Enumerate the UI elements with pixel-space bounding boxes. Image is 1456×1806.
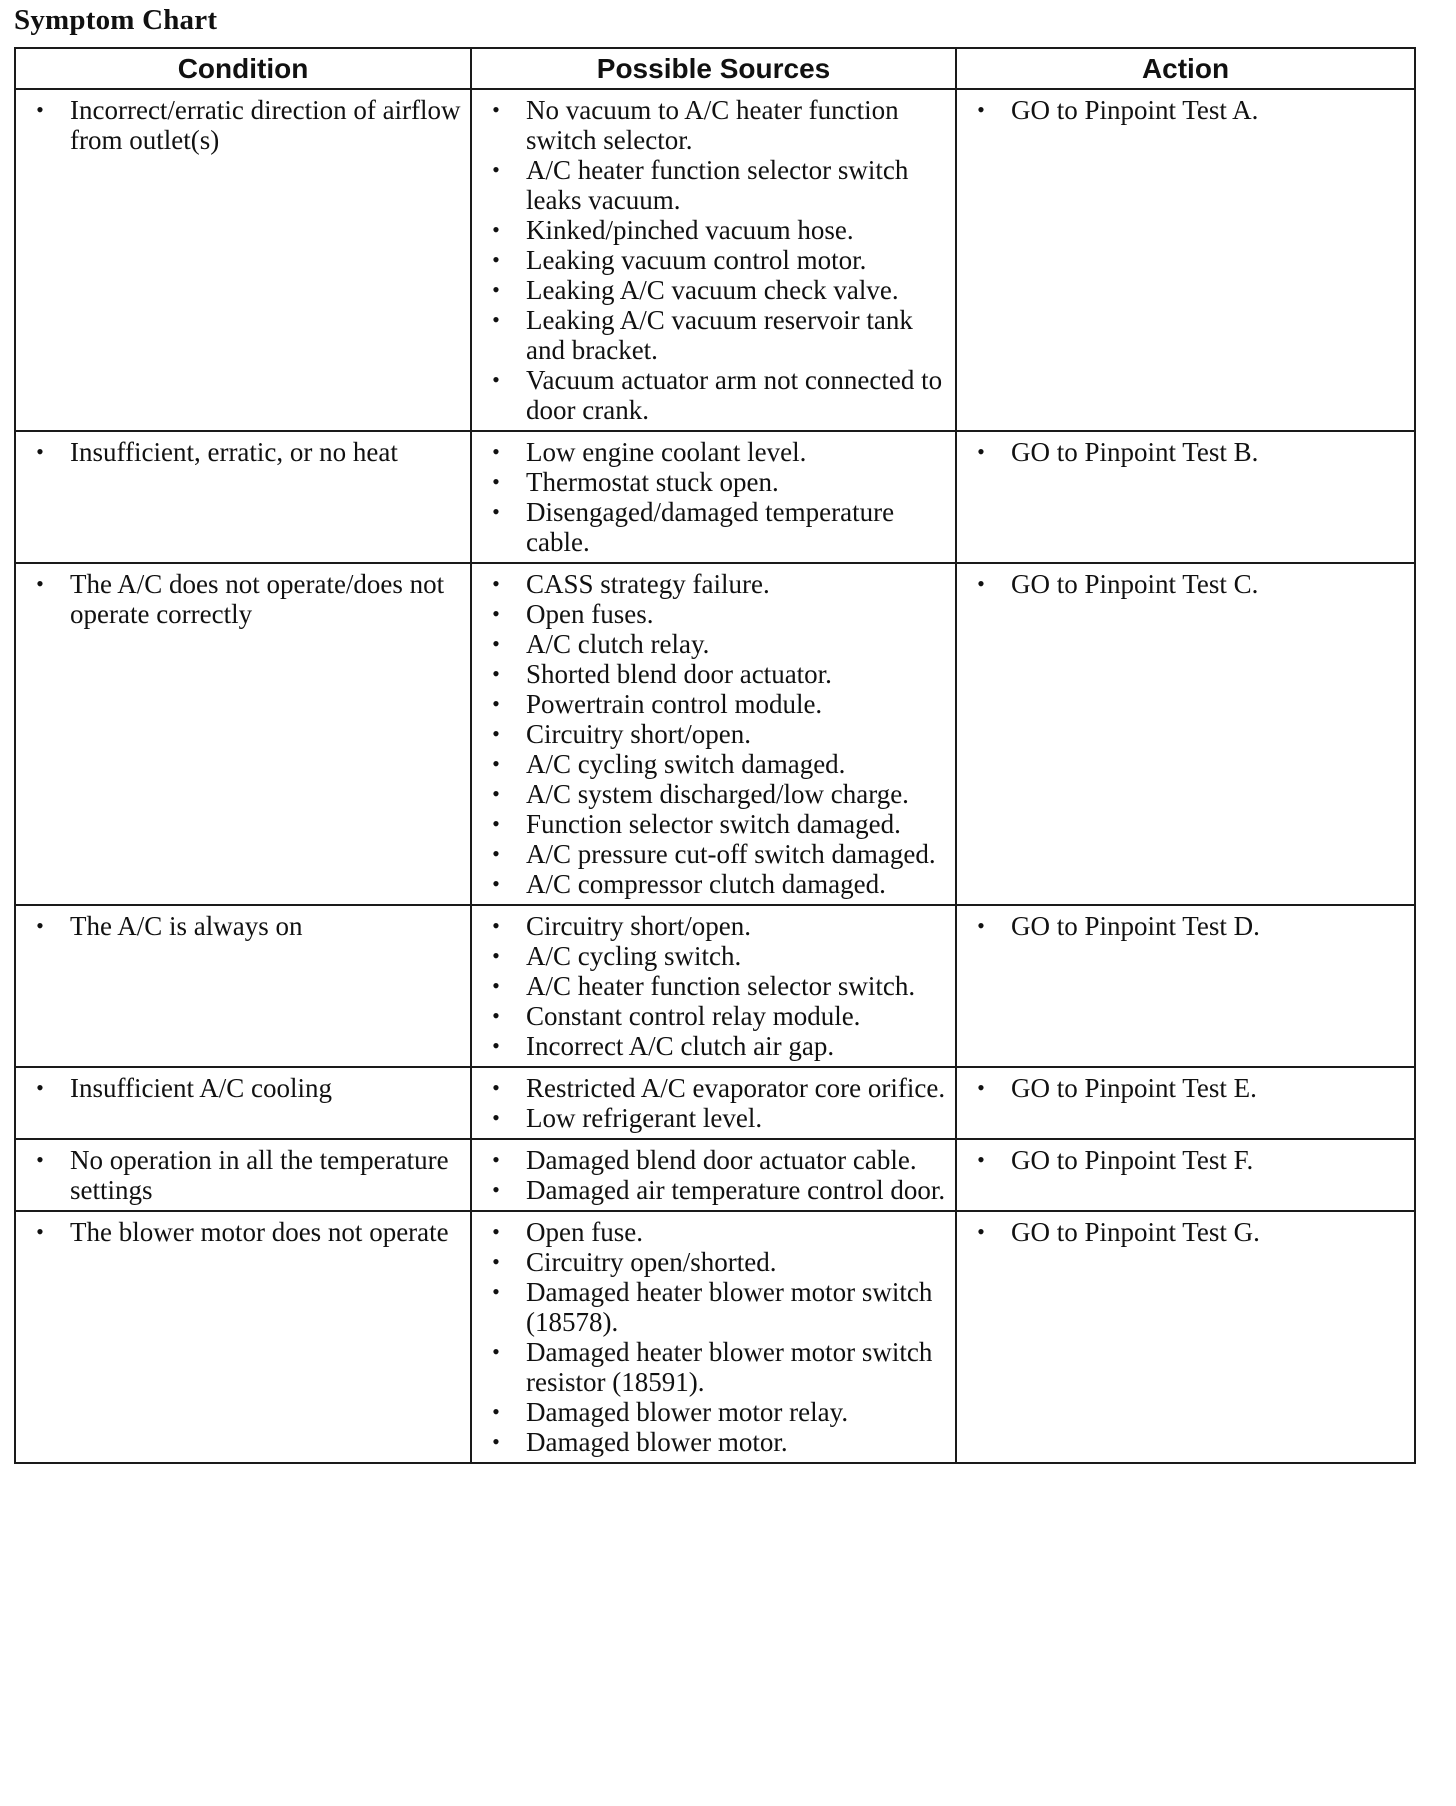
possible-sources-list xyxy=(486,911,947,1061)
source-text: Shorted blend door actuator. xyxy=(526,659,832,689)
bullet-icon: • xyxy=(492,1279,500,1304)
action-list xyxy=(971,95,1406,125)
bullet-icon: • xyxy=(492,157,500,182)
source-text: Circuitry short/open. xyxy=(526,911,751,941)
list-item xyxy=(486,1427,947,1457)
bullet-icon: • xyxy=(492,367,500,392)
condition-item xyxy=(30,911,462,941)
action-list xyxy=(971,437,1406,467)
table-row xyxy=(15,1211,1415,1463)
possible-sources-list xyxy=(486,95,947,425)
source-text: Open fuse. xyxy=(526,1217,643,1247)
action-item xyxy=(971,95,1406,125)
table-row xyxy=(15,563,1415,905)
source-text: Kinked/pinched vacuum hose. xyxy=(526,215,854,245)
action-list xyxy=(971,1145,1406,1175)
source-text: Damaged blend door actuator cable. xyxy=(526,1145,917,1175)
action-item xyxy=(971,1217,1406,1247)
table-row xyxy=(15,89,1415,431)
bullet-icon: • xyxy=(492,1219,500,1244)
bullet-icon: • xyxy=(492,247,500,272)
bullet-icon: • xyxy=(492,1339,500,1364)
action-cell xyxy=(956,89,1415,431)
header-possible-sources: Possible Sources xyxy=(471,48,956,89)
header-row xyxy=(15,48,1415,89)
action-cell xyxy=(956,905,1415,1067)
list-item xyxy=(486,1277,947,1337)
action-text: GO to Pinpoint Test C. xyxy=(1011,569,1259,599)
condition-list xyxy=(30,1217,462,1247)
list-item xyxy=(486,869,947,899)
action-text: GO to Pinpoint Test A. xyxy=(1011,95,1259,125)
bullet-icon: • xyxy=(36,1219,44,1244)
bullet-icon: • xyxy=(492,307,500,332)
condition-item xyxy=(30,95,462,155)
bullet-icon: • xyxy=(492,691,500,716)
action-text: GO to Pinpoint Test G. xyxy=(1011,1217,1260,1247)
action-list xyxy=(971,569,1406,599)
action-item xyxy=(971,569,1406,599)
possible-sources-list xyxy=(486,1145,947,1205)
source-text: Restricted A/C evaporator core orifice. xyxy=(526,1073,946,1103)
list-item xyxy=(486,1175,947,1205)
possible-sources-list xyxy=(486,1073,947,1133)
possible-sources-cell xyxy=(471,1067,956,1139)
bullet-icon: • xyxy=(492,1429,500,1454)
source-text: A/C cycling switch. xyxy=(526,941,742,971)
table-row xyxy=(15,905,1415,1067)
list-item xyxy=(486,1103,947,1133)
source-text: CASS strategy failure. xyxy=(526,569,770,599)
bullet-icon: • xyxy=(492,943,500,968)
list-item xyxy=(486,95,947,155)
list-item xyxy=(486,437,947,467)
source-text: Low refrigerant level. xyxy=(526,1103,763,1133)
condition-item xyxy=(30,569,462,629)
list-item xyxy=(486,245,947,275)
condition-text: Incorrect/erratic direction of airflow from outlet(s) xyxy=(70,95,461,155)
bullet-icon: • xyxy=(36,439,44,464)
action-cell xyxy=(956,563,1415,905)
source-text: Low engine coolant level. xyxy=(526,437,807,467)
bullet-icon: • xyxy=(492,973,500,998)
source-text: A/C clutch relay. xyxy=(526,629,710,659)
action-cell xyxy=(956,431,1415,563)
possible-sources-cell xyxy=(471,1211,956,1463)
condition-text: No operation in all the temperature settings xyxy=(70,1145,449,1205)
possible-sources-cell xyxy=(471,431,956,563)
list-item xyxy=(486,779,947,809)
list-item xyxy=(486,1073,947,1103)
source-text: Damaged heater blower motor switch resistor (18591). xyxy=(526,1337,933,1397)
bullet-icon: • xyxy=(492,751,500,776)
bullet-icon: • xyxy=(492,469,500,494)
action-list xyxy=(971,1073,1406,1103)
bullet-icon: • xyxy=(492,871,500,896)
bullet-icon: • xyxy=(492,913,500,938)
condition-cell xyxy=(15,1211,471,1463)
bullet-icon: • xyxy=(977,1147,985,1172)
source-text: Leaking vacuum control motor. xyxy=(526,245,867,275)
bullet-icon: • xyxy=(36,1147,44,1172)
bullet-icon: • xyxy=(492,1177,500,1202)
list-item xyxy=(486,215,947,245)
bullet-icon: • xyxy=(492,1249,500,1274)
condition-list xyxy=(30,1145,462,1205)
list-item xyxy=(486,1031,947,1061)
action-list xyxy=(971,911,1406,941)
source-text: Vacuum actuator arm not connected to door crank. xyxy=(526,365,943,425)
source-text: Constant control relay module. xyxy=(526,1001,861,1031)
source-text: A/C heater function selector switch. xyxy=(526,971,916,1001)
list-item xyxy=(486,1145,947,1175)
condition-cell xyxy=(15,1067,471,1139)
list-item xyxy=(486,599,947,629)
bullet-icon: • xyxy=(977,439,985,464)
bullet-icon: • xyxy=(36,571,44,596)
bullet-icon: • xyxy=(492,1003,500,1028)
symptom-table xyxy=(14,47,1416,1464)
action-item xyxy=(971,1145,1406,1175)
list-item xyxy=(486,497,947,557)
condition-list xyxy=(30,95,462,155)
action-text: GO to Pinpoint Test B. xyxy=(1011,437,1259,467)
possible-sources-cell xyxy=(471,563,956,905)
condition-cell xyxy=(15,89,471,431)
list-item xyxy=(486,305,947,365)
action-item xyxy=(971,1073,1406,1103)
bullet-icon: • xyxy=(492,1399,500,1424)
list-item xyxy=(486,839,947,869)
action-cell xyxy=(956,1067,1415,1139)
condition-text: Insufficient A/C cooling xyxy=(70,1073,332,1103)
possible-sources-list xyxy=(486,1217,947,1457)
source-text: A/C compressor clutch damaged. xyxy=(526,869,886,899)
list-item xyxy=(486,749,947,779)
action-item xyxy=(971,437,1406,467)
bullet-icon: • xyxy=(977,1075,985,1100)
list-item xyxy=(486,467,947,497)
action-text: GO to Pinpoint Test F. xyxy=(1011,1145,1254,1175)
possible-sources-cell xyxy=(471,1139,956,1211)
list-item xyxy=(486,971,947,1001)
possible-sources-cell xyxy=(471,905,956,1067)
list-item xyxy=(486,275,947,305)
source-text: Function selector switch damaged. xyxy=(526,809,901,839)
condition-item xyxy=(30,1217,462,1247)
table-body xyxy=(15,89,1415,1463)
action-item xyxy=(971,911,1406,941)
action-cell xyxy=(956,1211,1415,1463)
source-text: A/C system discharged/low charge. xyxy=(526,779,909,809)
bullet-icon: • xyxy=(492,1075,500,1100)
table-row xyxy=(15,1139,1415,1211)
list-item xyxy=(486,1001,947,1031)
list-item xyxy=(486,629,947,659)
source-text: Damaged blower motor. xyxy=(526,1427,788,1457)
table-row xyxy=(15,431,1415,563)
source-text: Thermostat stuck open. xyxy=(526,467,779,497)
source-text: Circuitry open/shorted. xyxy=(526,1247,777,1277)
bullet-icon: • xyxy=(977,1219,985,1244)
source-text: A/C heater function selector switch leaks vacuum. xyxy=(526,155,909,215)
list-item xyxy=(486,659,947,689)
condition-item xyxy=(30,437,462,467)
source-text: Incorrect A/C clutch air gap. xyxy=(526,1031,835,1061)
condition-cell xyxy=(15,905,471,1067)
bullet-icon: • xyxy=(492,811,500,836)
list-item xyxy=(486,941,947,971)
bullet-icon: • xyxy=(492,841,500,866)
source-text: Leaking A/C vacuum check valve. xyxy=(526,275,899,305)
source-text: Leaking A/C vacuum reservoir tank and bracket. xyxy=(526,305,913,365)
list-item xyxy=(486,1397,947,1427)
condition-item xyxy=(30,1145,462,1205)
list-item xyxy=(486,155,947,215)
condition-cell xyxy=(15,1139,471,1211)
source-text: Disengaged/damaged temperature cable. xyxy=(526,497,895,557)
source-text: Circuitry short/open. xyxy=(526,719,751,749)
source-text: A/C pressure cut-off switch damaged. xyxy=(526,839,936,869)
bullet-icon: • xyxy=(492,1105,500,1130)
bullet-icon: • xyxy=(977,97,985,122)
possible-sources-cell xyxy=(471,89,956,431)
bullet-icon: • xyxy=(36,97,44,122)
action-text: GO to Pinpoint Test E. xyxy=(1011,1073,1257,1103)
action-text: GO to Pinpoint Test D. xyxy=(1011,911,1260,941)
condition-item xyxy=(30,1073,462,1103)
bullet-icon: • xyxy=(492,499,500,524)
action-cell xyxy=(956,1139,1415,1211)
condition-list xyxy=(30,1073,462,1103)
bullet-icon: • xyxy=(492,721,500,746)
page-title: Symptom Chart xyxy=(14,4,218,36)
condition-cell xyxy=(15,431,471,563)
bullet-icon: • xyxy=(492,1147,500,1172)
header-action: Action xyxy=(956,48,1415,89)
bullet-icon: • xyxy=(492,781,500,806)
possible-sources-list xyxy=(486,569,947,899)
list-item xyxy=(486,911,947,941)
list-item xyxy=(486,719,947,749)
bullet-icon: • xyxy=(36,913,44,938)
bullet-icon: • xyxy=(492,661,500,686)
condition-list xyxy=(30,911,462,941)
condition-text: The blower motor does not operate xyxy=(70,1217,449,1247)
list-item xyxy=(486,569,947,599)
list-item xyxy=(486,1337,947,1397)
source-text: Powertrain control module. xyxy=(526,689,823,719)
source-text: Open fuses. xyxy=(526,599,654,629)
source-text: No vacuum to A/C heater function switch selector. xyxy=(526,95,899,155)
action-list xyxy=(971,1217,1406,1247)
condition-text: The A/C does not operate/does not operate correctly xyxy=(70,569,445,629)
condition-text: Insufficient, erratic, or no heat xyxy=(70,437,398,467)
source-text: Damaged heater blower motor switch (18578). xyxy=(526,1277,933,1337)
bullet-icon: • xyxy=(492,439,500,464)
condition-list xyxy=(30,569,462,629)
bullet-icon: • xyxy=(492,571,500,596)
bullet-icon: • xyxy=(492,601,500,626)
bullet-icon: • xyxy=(977,571,985,596)
source-text: A/C cycling switch damaged. xyxy=(526,749,846,779)
list-item xyxy=(486,809,947,839)
list-item xyxy=(486,365,947,425)
list-item xyxy=(486,1247,947,1277)
bullet-icon: • xyxy=(977,913,985,938)
source-text: Damaged air temperature control door. xyxy=(526,1175,946,1205)
condition-text: The A/C is always on xyxy=(70,911,303,941)
bullet-icon: • xyxy=(492,631,500,656)
bullet-icon: • xyxy=(36,1075,44,1100)
bullet-icon: • xyxy=(492,277,500,302)
bullet-icon: • xyxy=(492,217,500,242)
list-item xyxy=(486,1217,947,1247)
source-text: Damaged blower motor relay. xyxy=(526,1397,849,1427)
condition-cell xyxy=(15,563,471,905)
list-item xyxy=(486,689,947,719)
bullet-icon: • xyxy=(492,1033,500,1058)
possible-sources-list xyxy=(486,437,947,557)
table-row xyxy=(15,1067,1415,1139)
condition-list xyxy=(30,437,462,467)
header-condition: Condition xyxy=(15,48,471,89)
bullet-icon: • xyxy=(492,97,500,122)
